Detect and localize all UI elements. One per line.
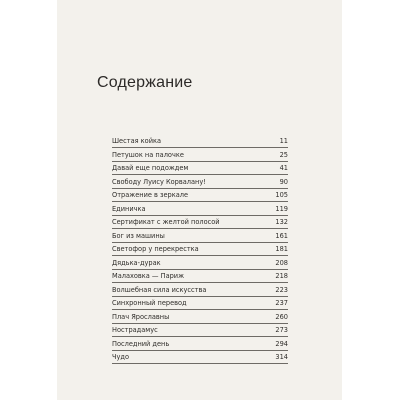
toc-entry-page: 218 — [275, 272, 288, 281]
toc-entry-rule — [112, 323, 288, 324]
toc-entry — [112, 244, 288, 254]
toc-entry — [112, 285, 288, 295]
toc-entry — [112, 258, 288, 268]
toc-entry — [112, 231, 288, 241]
toc-entry-title: Последний день — [112, 339, 170, 348]
toc-entry-title: Петушок на палочке — [112, 150, 184, 159]
toc-entry-title: Нострадамус — [112, 326, 158, 335]
toc-entry — [112, 190, 288, 200]
toc-entry-title: Малаховка — Париж — [112, 272, 185, 281]
toc-entry-page: 90 — [279, 177, 288, 186]
toc-entry-rule — [112, 161, 288, 162]
toc-entry — [112, 339, 288, 349]
toc-entry-page: 314 — [275, 353, 288, 362]
page-title: Содержание — [97, 74, 193, 91]
toc-entry-page: 273 — [275, 326, 288, 335]
toc-entry-rule — [112, 242, 288, 243]
toc-entry-title: Единичка — [112, 204, 146, 213]
toc-entry-rule — [112, 147, 288, 148]
toc-entry-title: Чудо — [112, 353, 130, 362]
toc-entry-title: Давай еще подождем — [112, 164, 189, 173]
toc-entry-rule — [112, 309, 288, 310]
toc-entry-rule — [112, 363, 288, 364]
toc-entry-rule — [112, 336, 288, 337]
toc-entry — [112, 312, 288, 322]
toc-entry-title: Плач Ярославны — [112, 312, 170, 321]
toc-entry — [112, 163, 288, 173]
book-page — [57, 0, 342, 400]
toc-entry — [112, 217, 288, 227]
toc-entry-title: Шестая койка — [112, 137, 162, 145]
toc-entry-rule — [112, 255, 288, 256]
toc-entry-title: Сертификат с желтой полосой — [112, 218, 220, 227]
toc-entry-rule — [112, 296, 288, 297]
toc-entry-rule — [112, 350, 288, 351]
toc-entry-rule — [112, 215, 288, 216]
toc-entry-page: 260 — [275, 312, 288, 321]
table-of-contents — [112, 136, 288, 366]
toc-entry-page: 181 — [275, 245, 288, 254]
toc-entry-title: Светофор у перекрестка — [112, 245, 199, 254]
toc-entry-title: Отражение в зеркале — [112, 191, 189, 200]
toc-entry-title: Дядька-дурак — [112, 258, 161, 267]
toc-entry-page: 161 — [275, 231, 288, 240]
toc-entry-rule — [112, 201, 288, 202]
toc-entry-rule — [112, 174, 288, 175]
toc-entry-page: 208 — [275, 258, 288, 267]
toc-entry-page: 132 — [275, 218, 288, 227]
toc-entry — [112, 352, 288, 362]
toc-entry-page: 25 — [279, 150, 288, 159]
toc-entry — [112, 177, 288, 187]
toc-entry-page: 105 — [275, 191, 288, 200]
toc-entry — [112, 136, 288, 146]
toc-entry-page: 119 — [275, 204, 288, 213]
toc-entry-page: 41 — [279, 164, 288, 173]
toc-entry-page: 237 — [275, 299, 288, 308]
toc-entry-title: Волшебная сила искусства — [112, 285, 207, 294]
toc-entry-title: Бог из машины — [112, 231, 165, 240]
toc-entry — [112, 325, 288, 335]
toc-entry — [112, 271, 288, 281]
toc-entry — [112, 150, 288, 160]
toc-entry-page: 223 — [275, 285, 288, 294]
toc-entry-rule — [112, 269, 288, 270]
toc-entry-rule — [112, 282, 288, 283]
toc-entry — [112, 298, 288, 308]
toc-entry-rule — [112, 228, 288, 229]
toc-entry-title: Синхронный перевод — [112, 299, 187, 308]
toc-entry-page: 294 — [275, 339, 288, 348]
toc-entry-title: Свободу Луису Корвалану! — [112, 177, 206, 186]
toc-entry — [112, 204, 288, 214]
toc-entry-page: 11 — [279, 137, 288, 145]
toc-entry-rule — [112, 188, 288, 189]
